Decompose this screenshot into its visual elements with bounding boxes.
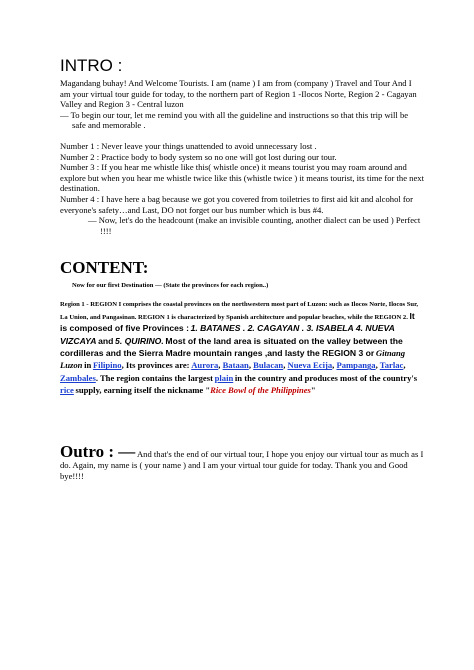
link-bulacan[interactable]: Bulacan [253, 360, 284, 371]
region-3-text-2: in the country and produces most of the country's [234, 372, 418, 383]
region-3-text-3: supply, earning itself the nickname " [75, 385, 211, 396]
content-body: Region 1 - REGION I comprises the coastal provinces on the northwestern most part of Luzon: such as Ilocos Norte, Ilocos Sur, La Union, and Pangasinan. REGION 1 is characterized by Spanish architecture and popular beaches, while the REGION 2. It is composed of five Provinces : 1. BATANES . 2. CAGAYAN . 3. ISABELA 4. NUEVA VIZCAYA and 5. QUIRINO. Most of the land area is situated on the valley between the cordilleras and the Sierra Madre mountain ranges ,and lasty the REGION 3 or Gitnang Luzon in Filipino, Its provinces are: Aurora, Bataan, Bulacan, Nueva Ecija, Pampanga, Tarlac, Zambales. The region contains the largest plain in the country and produces most of the country's rice supply, earning itself the nickname "Rice Bowl of the Philippines" [60, 301, 419, 396]
outro-heading: Outro : — [60, 441, 136, 461]
intro-heading: INTRO : [60, 56, 123, 75]
link-plain[interactable]: plain [214, 372, 234, 383]
gitnang-luzon: Gitnang Luzon [60, 347, 406, 371]
content-note: Now for our first Destination — (State the provinces for each region..) [72, 282, 269, 290]
link-pampanga[interactable]: Pampanga [336, 360, 376, 371]
rule-2: Number 2 : Practice body to body system so no one will got lost during our tour. [60, 151, 337, 162]
link-rice[interactable]: rice [60, 385, 74, 396]
nickname: Rice Bowl of the Philippines [210, 385, 311, 396]
rule-4: Number 4 : I have here a bag because we got you covered from toiletries to first aid kit and alcohol for everyone's safety…and Last, DO not forget our bus number which is bus #4. [60, 193, 413, 215]
link-aurora[interactable]: Aurora [191, 360, 219, 371]
in-word: in [84, 360, 92, 371]
closing-quote: " [310, 385, 316, 396]
intro-paragraph: Magandang buhay! And Welcome Tourists. I am (name ) I am from (company ) Travel and Tour And I am your virtual tour guide for today, to the northern part of Region 1 -Ilocos Norte, Region 2 - Cagayan Valley and Region 3 - Central luzon [60, 78, 417, 110]
link-bataan[interactable]: Bataan [222, 360, 249, 371]
outro-text: And that's the end of our virtual tour, I hope you enjoy our virtual tour as much as I do. Again, my name is ( your name ) and I am your virtual tour guide for today. Thank you and Good bye!!!! [60, 448, 424, 481]
region-2-description: Most of the land area is situated on the valley between the cordilleras and the Sierra Madre mountain ranges ,and lasty the REGION 3 or [60, 335, 403, 358]
region-3-text: . The region contains the largest [95, 372, 213, 383]
link-zambales[interactable]: Zambales [60, 372, 96, 383]
link-filipino[interactable]: Filipino [92, 360, 122, 371]
region-2-quirino: 5. QUIRINO. [115, 335, 164, 346]
rule-1: Number 1 : Never leave your things unattended to avoid unnecessary lost . [60, 140, 317, 151]
region-1-text: Region 1 - REGION I comprises the coastal provinces on the northwestern most part of Luzon: such as Ilocos Norte, Ilocos Sur, La Union, and Pangasinan. REGION 1 is characterized by Spanish architecture and popular beaches, while the REGION 2. [60, 301, 419, 321]
link-tarlac[interactable]: Tarlac [379, 360, 404, 371]
link-nueva-ecija[interactable]: Nueva Ecija [287, 360, 333, 371]
headcount-line: — Now, let's do the headcount (make an invisible counting, another dialect can be used ) Perfect !!!! [88, 215, 421, 236]
region-2-text: It is composed of five Provinces : [60, 310, 415, 334]
region-2-provinces: 1. BATANES . 2. CAGAYAN . 3. ISABELA 4. NUEVA VIZCAYA [60, 323, 395, 346]
outro-block [60, 441, 424, 482]
content-heading: CONTENT: [60, 258, 149, 278]
and-word: and [98, 335, 114, 346]
provinces-label: , Its provinces are: [121, 360, 190, 371]
intro-reminder: — To begin our tour, let me remind you with all the guideline and instructions so that this trip will be safe and memorable . [60, 109, 409, 131]
rule-3: Number 3 : If you hear me whistle like this( whistle once) it means tourist you may roam around and explore but when you hear me whistle twice like this (whistle twice ) it means tourist, its time for the next destination. [60, 162, 424, 194]
